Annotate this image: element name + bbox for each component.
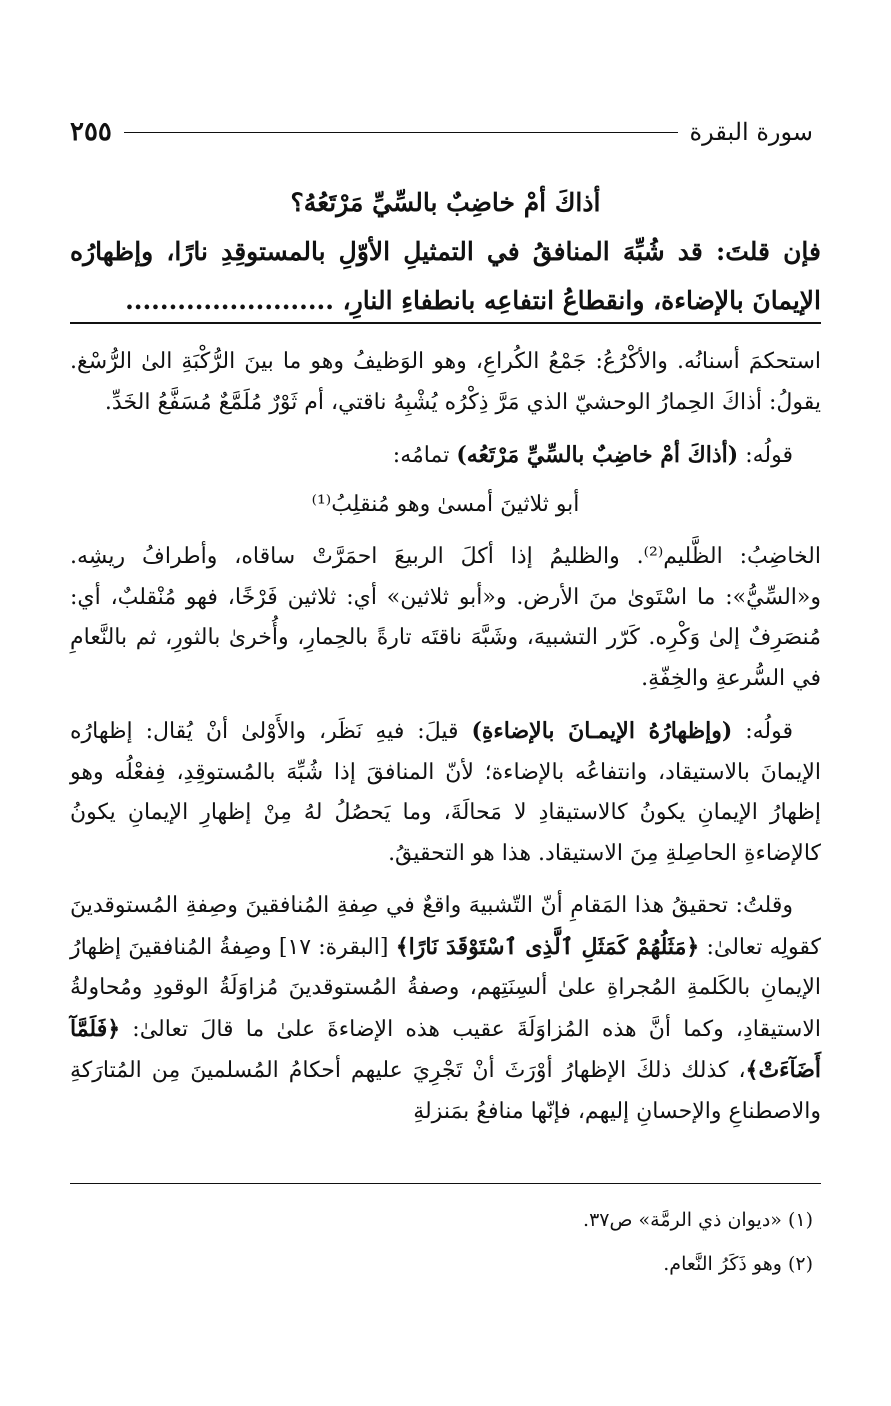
matn-paragraph: فإن قلتَ: قد شُبِّهَ المنافقُ في التمثيلِ الأوّلِ بالمستوقِدِ نارًا، وإظهارُه الإيمانَ بالإضاءة، وانقطاعُ انتفاعِه بانطفاءِ النارِ، ........................ [70, 237, 821, 315]
text-separator-rule [70, 322, 821, 324]
surah-title: سورة البقرة [689, 118, 813, 146]
commentary-paragraph-2 [70, 435, 821, 477]
footnotes [70, 1198, 813, 1286]
main-text [70, 178, 821, 325]
lemma-continuation: قيلَ: فيهِ نَظَر، والأَوْلىٰ أنْ يُقال: إظهارُه الإيمانَ بالاستيقاد، وانتفاعُه بالإضاءة؛ لأنّ المنافقَ إذا شُبِّهَ بالمُستوقِدِ، فِفعْلُه وهو إظهارُ الإيمانِ يكونُ كالاستيقادِ لا مَحالَةَ، وما يَحصُلُ لهُ مِنْ إظهارِ الإيمانِ يكونُ كالإضاءةِ الحاصِلةِ مِنَ الاستيقاد. هذا هو التحقيقُ. [70, 719, 821, 866]
running-header [70, 112, 813, 152]
commentary-paragraph-1: استحكمَ أسنانُه. والأكْرُعُ: جَمْعُ الكُراعِ، وهو الوَظيفُ وهو ما بينَ الرُّكْبَةِ الىٰ الرُّسْغ. يقولُ: أذاكَ الحِمارُ الوحشيّ الذي مَرَّ ذِكْرُه يُشْبِهُ ناقتي، أم ثَوْرٌ مُلَمَّعٌ مُسَفَّعُ الخَدِّ. [70, 349, 821, 415]
commentary-paragraph-3: الخاضِبُ: الظَّليم⁽²⁾. والظليمُ إذا أكلَ الربيعَ احمَرَّتْ ساقاه، وأطرافُ ريشِه. و«السِّيُّ»: ما اسْتَوىٰ منَ الأرض. و«أبو ثلاثين» أي: ثلاثين فَرْخًا، فهو مُنْقلبٌ، أي: مُنصَرِفٌ إلىٰ وَكْرِه. كَرّر التشبيهَ، وشَبَّهَ ناقتَه تارةً بالحِمارِ، وأُخرىٰ بالثورِ، ثم بالنَّعامِ في السُّرعةِ والخِفّةِ. [70, 544, 821, 691]
page-number: ٢٥٥ [70, 117, 112, 147]
quoted-lemma: (وإظهارُهُ الإيمـانَ بالإضاءةِ) [471, 718, 733, 744]
quoted-lemma: (أذاكَ أمْ خاضِبٌ بالسِّيِّ مَرْتَعُه) [456, 442, 739, 468]
paragraph-text: وقلتُ: تحقيقُ هذا المَقامِ أنّ التّشبيهَ واقعٌ في صِفةِ المُنافقينَ وصِفةِ المُستوقدينَ كقولِه تعالىٰ: [70, 893, 822, 960]
header-rule [124, 132, 678, 133]
footnote-2: (٢) وهو ذَكَرُ النَّعام. [663, 1253, 813, 1275]
quote-intro: قولُه: [738, 443, 793, 468]
poetry-verse: أبو ثلاثينَ أمسىٰ وهو مُنقلِبُ⁽¹⁾ [311, 491, 580, 517]
lemma-continuation: تمامُه: [392, 443, 457, 468]
commentary-paragraph-4 [70, 711, 821, 874]
quran-quote: ﴿فَلَمَّآ أَضَآءَتْ﴾ [70, 1015, 821, 1083]
matn-verse: أذاكَ أمْ خاضِبٌ بالسِّيِّ مَرْتَعُهُ؟ [290, 188, 601, 217]
footnote-separator [70, 1183, 821, 1184]
quote-intro: قولُه: [732, 719, 793, 744]
paragraph-text: [البقرة: ١٧] وصِفةُ المُنافقينَ إظهارُ الإيمانِ بالكَلمةِ المُجراةِ علىٰ ألسِنَتِهم، وصفةُ المُستوقدينَ مُزاوَلَةُ الوقودِ ومُحاولةُ الاستيقادِ، وكما أنَّ هذه المُزاوَلَةَ عقيب هذه الإضاءةَ علىٰ ما قالَ تعالىٰ: [70, 934, 821, 1042]
quran-quote: ﴿مَثَلُهُمْ كَمَثَلِ ٱلَّذِى ٱسْتَوْقَدَ نَارًا﴾ [395, 933, 700, 960]
commentary [70, 342, 821, 1132]
footnote-1: (١) «ديوان ذي الرمَّة» ص٣٧. [583, 1209, 813, 1231]
commentary-paragraph-5 [70, 886, 821, 1132]
paragraph-text: ، كذلك ذلكَ الإظهارُ أوْرَثَ أنْ تَجْرِيَ عليهم أحكامُ المُسلمينَ مِن المُتارَكةِ والاصطناعِ والإحسانِ إليهم، فإنّها منافعُ بمَنزلةِ [70, 1058, 821, 1124]
